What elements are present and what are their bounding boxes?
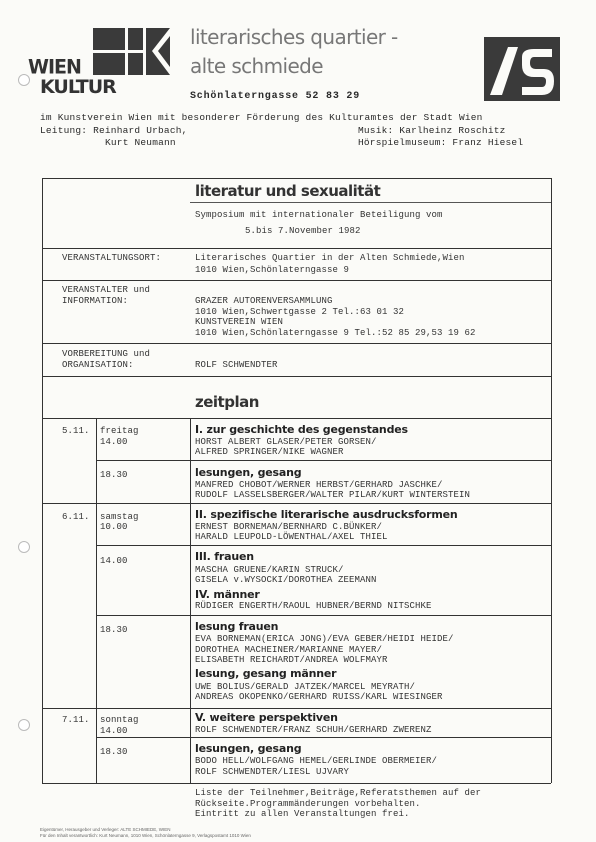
day3-time-2: 18.30 xyxy=(100,747,128,757)
day3-session2-line1: BODO HELL/WOLFGANG HEMEL/GERLINDE OBERMEIER/ xyxy=(195,756,438,766)
day2-session3-line1: RÜDIGER ENGERTH/RAOUL HUBNER/BERND NITSCHKE xyxy=(195,601,432,611)
veranstalter-line-3: KUNSTVEREIN WIEN xyxy=(195,317,284,327)
day1-session2-line1: MANFRED CHOBOT/WERNER HERBST/GERHARD JASCHKE/ xyxy=(195,480,443,490)
vorbereitung-value: ROLF SCHWENDTER xyxy=(195,360,278,370)
day1-session2-title: lesungen, gesang xyxy=(195,466,302,479)
day2-session2-line2: GISELA v.WYSOCKI/DOROTHEA ZEEMANN xyxy=(195,575,377,585)
header-title-line2: alte schmiede xyxy=(190,54,323,78)
day1-time-2: 18.30 xyxy=(100,470,128,480)
day2-session4-line2: DOROTHEA MACHEINER/MARIANNE MAYER/ xyxy=(195,645,383,655)
program-subtitle-2: 5.bis 7.November 1982 xyxy=(245,226,361,236)
program-title: literatur und sexualität xyxy=(195,182,381,200)
footer-note-2: Rückseite.Programmänderungen vorbehalten. xyxy=(195,799,421,809)
vorbereitung-label-1: VORBEREITUNG und xyxy=(62,349,151,359)
day2-session1-line2: HARALD LEUPOLD-LÖWENTHAL/AXEL THIEL xyxy=(195,532,388,542)
vorbereitung-label-2: ORGANISATION: xyxy=(62,360,134,370)
day3-session1-line1: ROLF SCHWENDTER/FRANZ SCHUH/GERHARD ZWERENZ xyxy=(195,725,432,735)
footer-note-1: Liste der Teilnehmer,Beiträge,Referatsthemen auf der xyxy=(195,788,482,798)
day3-time-1: 14.00 xyxy=(100,726,128,736)
day3-session1-title: V. weitere perspektiven xyxy=(195,711,338,724)
zeitplan-heading: zeitplan xyxy=(195,393,259,411)
ort-label: VERANSTALTUNGSORT: xyxy=(62,253,162,263)
day2-session2-line1: MASCHA GRUENE/KARIN STRUCK/ xyxy=(195,565,344,575)
day2-session5-line1: UWE BOLIUS/GERALD JATZEK/MARCEL MEYRATH/ xyxy=(195,682,416,692)
day2-time-2: 14.00 xyxy=(100,556,128,566)
day3-session2-line2: ROLF SCHWENDTER/LIESL UJVARY xyxy=(195,767,350,777)
header-title-line1: literarisches quartier - xyxy=(190,25,398,49)
day2-session4-line1: EVA BORNEMAN(ERICA JONG)/EVA GEBER/HEIDI HEIDE/ xyxy=(195,634,454,644)
day2-date: 6.11. xyxy=(62,512,90,522)
day3-session2-title: lesungen, gesang xyxy=(195,742,302,755)
day2-weekday: samstag xyxy=(100,512,139,522)
day2-session1-line1: ERNEST BORNEMAN/BERNHARD C.BÜNKER/ xyxy=(195,522,383,532)
day1-weekday: freitag xyxy=(100,426,139,436)
header-musik: Musik: Karlheinz Roschitz xyxy=(358,125,506,136)
day1-session1-line1: HORST ALBERT GLASER/PETER GORSEN/ xyxy=(195,437,377,447)
header-affiliation: im Kunstverein Wien mit besonderer Förderung des Kulturamtes der Stadt Wien xyxy=(40,112,483,123)
k-shape xyxy=(146,28,170,75)
day2-time-3: 18.30 xyxy=(100,625,128,635)
day1-session2-line2: RUDOLF LASSELSBERGER/WALTER PILAR/KURT WINTERSTEIN xyxy=(195,490,471,500)
day2-session2-title: III. frauen xyxy=(195,550,254,563)
day3-weekday: sonntag xyxy=(100,715,139,725)
punch-hole xyxy=(18,719,30,731)
footer-note-3: Eintritt zu allen Veranstaltungen frei. xyxy=(195,809,410,819)
as-logo xyxy=(484,37,560,101)
day2-session4-line3: ELISABETH REICHARDT/ANDREA WOLFMAYR xyxy=(195,655,388,665)
day1-date: 5.11. xyxy=(62,426,90,436)
footer-imprint-1: Eigentümer, Herausgeber und Verleger: ALTE SCHMIEDE, WIEN xyxy=(40,827,171,832)
day2-session5-line2: ANDREAS OKOPENKO/GERHARD RUISS/KARL WIESINGER xyxy=(195,692,443,702)
veranstalter-line-1: GRAZER AUTORENVERSAMMLUNG xyxy=(195,296,333,306)
ort-line-2: 1010 Wien,Schönlaterngasse 9 xyxy=(195,265,350,275)
day3-date: 7.11. xyxy=(62,715,90,725)
day2-session3-title: IV. männer xyxy=(195,588,260,601)
veranstalter-line-2: 1010 Wien,Schwertgasse 2 Tel.:63 01 32 xyxy=(195,307,405,317)
day2-session4-title: lesung frauen xyxy=(195,620,279,633)
header-leitung: Leitung: Reinhard Urbach, xyxy=(40,125,188,136)
punch-hole xyxy=(18,541,30,553)
header-leitung-2: Kurt Neumann xyxy=(105,137,176,148)
day2-session1-title: II. spezifische literarische ausdrucksformen xyxy=(195,508,458,521)
footer-imprint-2: Für den Inhalt verantwortlich: Kurt Neumann, 1010 Wien, Schönlaterngasse 9, Verlagspostamt 1010 Wien xyxy=(40,833,251,838)
ort-line-1: Literarisches Quartier in der Alten Schmiede,Wien xyxy=(195,253,465,263)
veranstalter-label-2: INFORMATION: xyxy=(62,296,129,306)
veranstalter-line-4: 1010 Wien,Schönlaterngasse 9 Tel.:52 85 29,53 19 62 xyxy=(195,328,476,338)
logo-kultur-text: KULTUR xyxy=(40,76,116,98)
as-logo-icon xyxy=(484,37,560,101)
program-subtitle-1: Symposium mit internationaler Beteiligung vom xyxy=(195,210,443,220)
day1-session1-title: I. zur geschichte des gegenstandes xyxy=(195,423,408,436)
veranstalter-label-1: VERANSTALTER und xyxy=(62,285,151,295)
day1-time-1: 14.00 xyxy=(100,437,128,447)
day2-session5-title: lesung, gesang männer xyxy=(195,667,337,680)
day2-time-1: 10.00 xyxy=(100,522,128,532)
header-hoerspiel: Hörspielmuseum: Franz Hiesel xyxy=(358,137,524,148)
header-phone: Schönlaterngasse 52 83 29 xyxy=(190,91,361,102)
logo-wien-text: WIEN xyxy=(28,55,81,79)
day1-session1-line2: ALFRED SPRINGER/NIKE WAGNER xyxy=(195,447,344,457)
